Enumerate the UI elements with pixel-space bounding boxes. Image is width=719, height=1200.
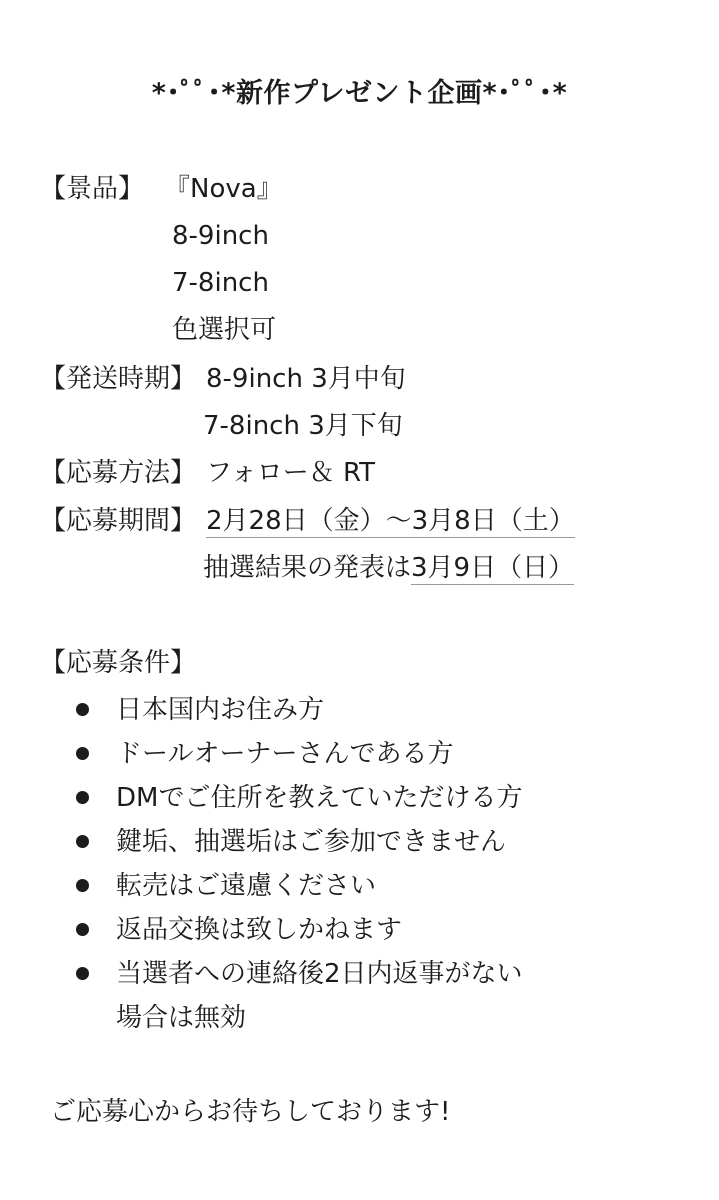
list-item: DMでご住所を教えていただける方 [72, 776, 672, 820]
conditions-list [72, 688, 672, 1040]
bullet-icon [76, 835, 89, 848]
list-item: 転売はご遠慮ください [72, 864, 672, 908]
bullet-icon [76, 879, 89, 892]
bullet-icon [76, 791, 89, 804]
list-item: 日本国内お住み方 [72, 688, 672, 732]
list-item: 返品交換は致しかねます [72, 908, 672, 952]
shipping-large: 8-9inch 3月中旬 [206, 364, 406, 394]
bullet-icon [76, 747, 89, 760]
prize-label: 【景品】 [40, 174, 145, 204]
list-item: ドールオーナーさんである方 [72, 732, 672, 776]
prize-color-note: 色選択可 [172, 315, 277, 345]
closing-message: ご応募心からお待ちしております! [50, 1097, 451, 1127]
prize-size-small: 7-8inch [172, 268, 269, 298]
conditions-label: 【応募条件】 [40, 648, 197, 678]
list-item-continuation: 場合は無効 [116, 1003, 247, 1033]
list-item: 鍵垢、抽選垢はご参加できません [72, 820, 672, 864]
period-range [206, 498, 575, 544]
page-title: *･ﾟﾟ･*新作プレゼント企画*･ﾟﾟ･* [151, 78, 568, 109]
period-announce [203, 545, 574, 591]
method-value: フォロー＆ RT [206, 458, 376, 488]
shipping-label: 【発送時期】 [40, 364, 197, 394]
list-item: 当選者への連絡後2日内返事がない [72, 952, 672, 996]
announce-date: 3月9日（日） [411, 553, 575, 583]
bullet-icon [76, 703, 89, 716]
bullet-icon [76, 967, 89, 980]
shipping-small: 7-8inch 3月下旬 [203, 411, 403, 441]
period-label: 【応募期間】 [40, 506, 197, 536]
bullet-icon [76, 923, 89, 936]
method-label: 【応募方法】 [40, 458, 197, 488]
period-range-text: 2月28日（金）～3月8日（土） [206, 506, 575, 536]
announce-prefix: 抽選結果の発表は [203, 553, 412, 583]
prize-size-large: 8-9inch [172, 221, 269, 251]
prize-name: 『Nova』 [164, 174, 283, 204]
